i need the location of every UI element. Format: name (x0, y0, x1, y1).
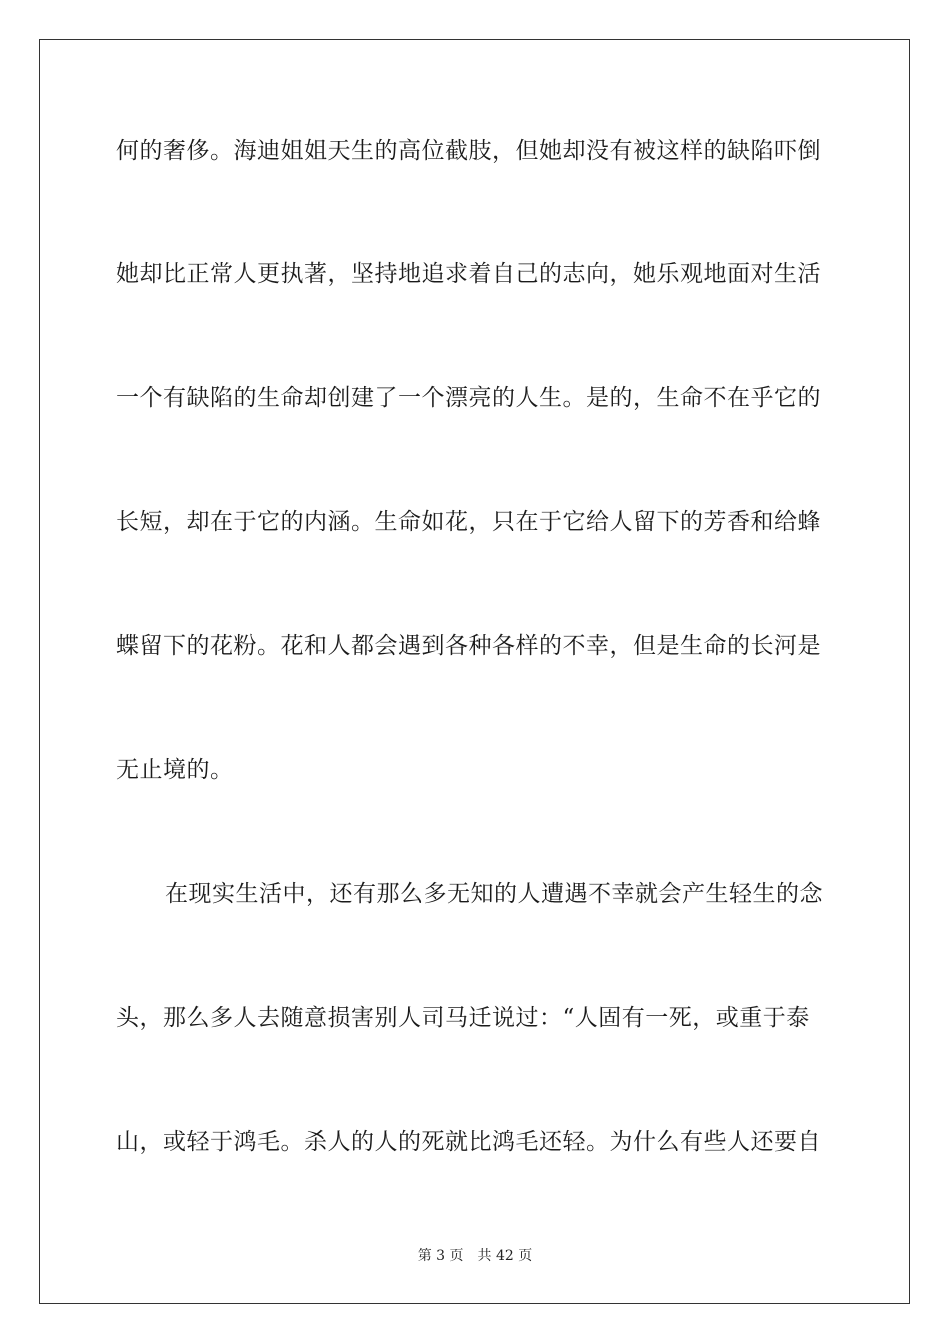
page-border (39, 39, 910, 1304)
text-line: 何的奢侈。海迪姐姐天生的高位截肢，但她却没有被这样的缺陷吓倒 (116, 138, 821, 164)
paragraph-start-line: 在现实生活中，还有那么多无知的人遭遇不幸就会产生轻生的念 (165, 881, 823, 907)
page-footer (0, 1247, 950, 1265)
text-line: 长短，却在于它的内涵。生命如花，只在于它给人留下的芳香和给蜂 (116, 509, 821, 535)
page-number: 第 3 页 (417, 1248, 464, 1264)
text-line: 一个有缺陷的生命却创建了一个漂亮的人生。是的，生命不在乎它的 (116, 385, 821, 411)
text-line: 无止境的。 (116, 757, 234, 783)
text-line: 头，那么多人去随意损害别人司马迁说过：“人固有一死，或重于泰 (116, 1005, 810, 1031)
text-line: 山，或轻于鸿毛。杀人的人的死就比鸿毛还轻。为什么有些人还要自 (116, 1129, 821, 1155)
total-pages: 共 42 页 (477, 1248, 533, 1264)
text-line: 她却比正常人更执著，坚持地追求着自己的志向，她乐观地面对生活 (116, 261, 821, 287)
text-line: 蝶留下的花粉。花和人都会遇到各种各样的不幸，但是生命的长河是 (116, 633, 821, 659)
